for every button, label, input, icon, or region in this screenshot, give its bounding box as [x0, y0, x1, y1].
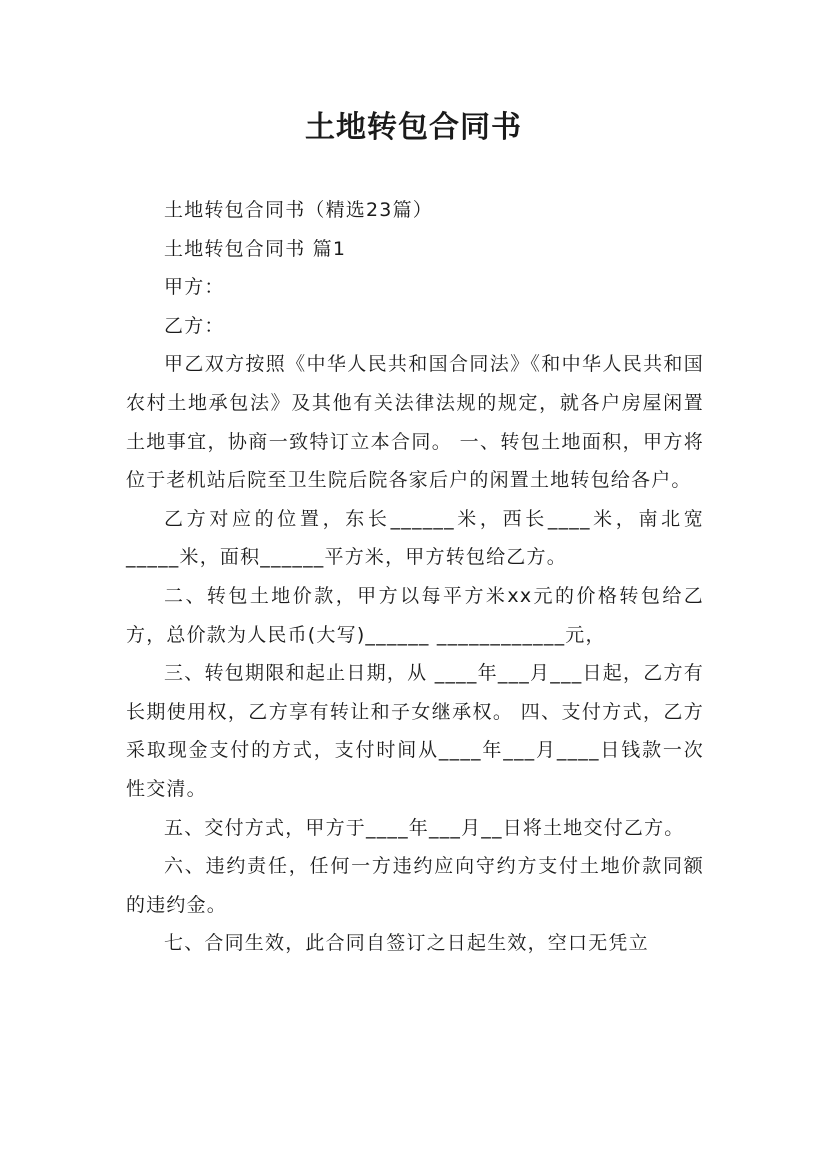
paragraph-term-payment: 三、转包期限和起止日期，从 ____年___月___日起，乙方有长期使用权，乙方享有转让和子女继承权。 四、支付方式，乙方采取现金支付的方式，支付时间从____年___月____日钱款一次性交清。: [126, 662, 704, 800]
paragraph-subtitle: 土地转包合同书（精选23篇）: [164, 199, 433, 221]
paragraph-liability: 六、违约责任，任何一方违约应向守约方支付土地价款同额的违约金。: [126, 855, 704, 916]
paragraph-effect: 七、合同生效，此合同自签订之日起生效，空口无凭立: [164, 932, 649, 955]
paragraph-party-b: 乙方：: [164, 314, 225, 337]
document-title: 土地转包合同书: [305, 110, 522, 145]
document-body: [126, 191, 704, 963]
paragraph-delivery: 五、交付方式，甲方于____年___月__日将土地交付乙方。: [164, 816, 685, 839]
paragraph-preamble: 甲乙双方按照《中华人民共和国合同法》《和中华人民共和国农村土地承包法》及其他有关法律法规的规定，就各户房屋闲置土地事宜，协商一致特订立本合同。 一、转包土地面积，甲方将位于老机站后院至卫生院后院各家后户的闲置土地转包给各户。: [126, 353, 704, 492]
paragraph-location: 乙方对应的位置，东长______米，西长____米，南北宽_____米，面积______平方米，甲方转包给乙方。: [126, 507, 704, 569]
paragraph-party-a: 甲方：: [164, 276, 225, 299]
paragraph-section-heading: 土地转包合同书 篇1: [164, 237, 347, 260]
paragraph-price: 二、转包土地价款，甲方以每平方米xx元的价格转包给乙方，总价款为人民币(大写)______ ____________元，: [126, 584, 704, 646]
